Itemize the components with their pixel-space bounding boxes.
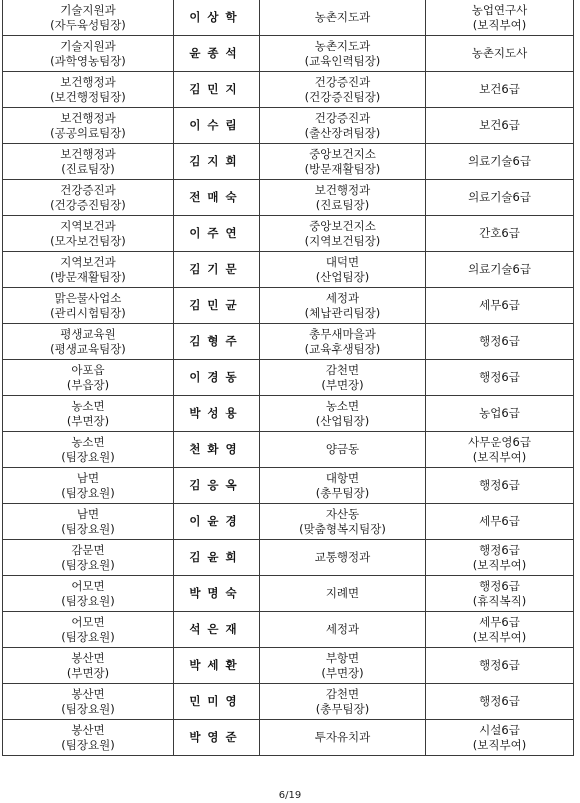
grade-cell [426, 648, 574, 684]
new-post-cell [260, 612, 426, 648]
previous-post-line: 어모면 [71, 578, 105, 593]
grade-line: 농업6급 [479, 406, 520, 420]
grade-cell [426, 612, 574, 648]
employee-name-cell: 이경동 [174, 360, 260, 396]
previous-post-line: 건강증진과 [60, 182, 116, 197]
new-post-line: 지례면 [325, 586, 360, 600]
page-number: 6/19 [278, 790, 302, 801]
employee-name-cell: 김민지 [174, 72, 260, 108]
previous-post-line: (공공의료팀장) [50, 125, 126, 140]
previous-post-line: (팀장요원) [61, 485, 115, 500]
previous-post-line: 보건행정과 [60, 110, 116, 125]
previous-post-line: 보건행정과 [60, 74, 116, 89]
new-post-cell [260, 684, 426, 720]
table-row [3, 684, 574, 720]
new-post-line: (맞춤형복지팀장) [299, 521, 386, 536]
employee-name-cell: 김응옥 [174, 468, 260, 504]
previous-post-line: 평생교육원 [60, 326, 116, 341]
employee-name-cell: 박명숙 [174, 576, 260, 612]
new-post-line: 감천면 [325, 686, 360, 701]
previous-post-line: (팀장요원) [61, 737, 115, 752]
previous-post-line: 남면 [76, 470, 100, 485]
employee-name-cell: 김윤희 [174, 540, 260, 576]
new-post-line: 대덕면 [325, 254, 360, 269]
grade-line: 세무6급 [479, 614, 520, 629]
new-post-cell [260, 504, 426, 540]
previous-post-cell [3, 648, 174, 684]
employee-name-cell: 박성용 [174, 396, 260, 432]
table-row [3, 468, 574, 504]
new-post-cell [260, 216, 426, 252]
previous-post-line: 지역보건과 [60, 254, 116, 269]
new-post-line: 보건행정과 [314, 182, 371, 197]
previous-post-cell [3, 612, 174, 648]
previous-post-cell [3, 720, 174, 756]
previous-post-cell [3, 288, 174, 324]
new-post-cell [260, 144, 426, 180]
employee-name-cell: 박세환 [174, 648, 260, 684]
grade-cell [426, 540, 574, 576]
employee-name-cell: 전매숙 [174, 180, 260, 216]
table-row [3, 108, 574, 144]
new-post-line: 투자유치과 [314, 730, 371, 744]
new-post-line: 교통행정과 [314, 550, 371, 564]
new-post-line: (지역보건팀장) [304, 233, 381, 248]
employee-name-cell: 석은재 [174, 612, 260, 648]
new-post-line: (건강증진팀장) [304, 89, 381, 104]
new-post-line: (부면장) [321, 665, 364, 680]
grade-line: 보건6급 [479, 82, 520, 96]
table-body [3, 0, 574, 756]
new-post-line: (산업팀장) [315, 413, 370, 428]
grade-cell [426, 360, 574, 396]
grade-line: (보직부여) [472, 17, 527, 32]
new-post-line: 농소면 [325, 398, 360, 413]
grade-cell [426, 36, 574, 72]
new-post-cell [260, 720, 426, 756]
previous-post-line: 기술지원과 [60, 38, 116, 53]
previous-post-cell [3, 360, 174, 396]
table-row [3, 720, 574, 756]
new-post-line: 세정과 [325, 622, 360, 636]
grade-cell [426, 720, 574, 756]
new-post-line: (산업팀장) [315, 269, 370, 284]
table-row [3, 252, 574, 288]
table-row [3, 540, 574, 576]
previous-post-line: (보건행정팀장) [50, 89, 126, 104]
previous-post-line: (팀장요원) [61, 449, 115, 464]
new-post-cell [260, 108, 426, 144]
table-row [3, 360, 574, 396]
previous-post-line: 남면 [76, 506, 100, 521]
table-row [3, 504, 574, 540]
previous-post-line: (과학영농팀장) [50, 53, 126, 68]
new-post-line: 농촌지도과 [314, 38, 371, 53]
new-post-line: (총무팀장) [315, 485, 370, 500]
grade-line: 보건6급 [479, 118, 520, 132]
new-post-line: 건강증진과 [314, 110, 371, 125]
table-row [3, 396, 574, 432]
previous-post-line: 농소면 [71, 398, 105, 413]
grade-line: 의료기술6급 [468, 262, 531, 276]
new-post-cell [260, 648, 426, 684]
grade-cell [426, 468, 574, 504]
grade-line: 행정6급 [479, 478, 520, 492]
employee-name-cell: 이주연 [174, 216, 260, 252]
previous-post-line: (건강증진팀장) [50, 197, 126, 212]
grade-line: 행정6급 [479, 694, 520, 708]
new-post-line: 자산동 [325, 506, 360, 521]
employee-name-cell: 천화영 [174, 432, 260, 468]
previous-post-cell [3, 72, 174, 108]
previous-post-line: 봉산면 [71, 650, 105, 665]
table-row [3, 432, 574, 468]
previous-post-line: (자두육성팀장) [50, 17, 126, 32]
new-post-cell [260, 0, 426, 36]
previous-post-cell [3, 540, 174, 576]
table-row [3, 612, 574, 648]
grade-line: 농촌지도사 [471, 46, 528, 60]
grade-line: 행정6급 [479, 578, 520, 593]
previous-post-line: (부면장) [66, 413, 110, 428]
previous-post-line: 봉산면 [71, 686, 105, 701]
grade-line: 의료기술6급 [468, 154, 531, 168]
grade-cell [426, 180, 574, 216]
grade-line: (보직부여) [472, 629, 527, 644]
grade-cell [426, 576, 574, 612]
grade-cell [426, 252, 574, 288]
new-post-line: (체납관리팀장) [304, 305, 381, 320]
grade-cell [426, 144, 574, 180]
grade-line: 행정6급 [479, 542, 520, 557]
grade-line: 세무6급 [479, 298, 520, 312]
new-post-line: (출산장려팀장) [304, 125, 381, 140]
previous-post-line: 아포읍 [71, 362, 105, 377]
table-row [3, 36, 574, 72]
table-row [3, 0, 574, 36]
grade-line: 시설6급 [479, 722, 520, 737]
grade-cell [426, 432, 574, 468]
previous-post-line: 어모면 [71, 614, 105, 629]
new-post-cell [260, 324, 426, 360]
new-post-cell [260, 576, 426, 612]
table-row [3, 648, 574, 684]
previous-post-line: 감문면 [71, 542, 105, 557]
employee-name-cell: 민미영 [174, 684, 260, 720]
previous-post-line: (모자보건팀장) [50, 233, 126, 248]
grade-line: (보직부여) [472, 737, 527, 752]
new-post-cell [260, 180, 426, 216]
grade-line: 사무운영6급 [468, 434, 531, 449]
grade-line: 행정6급 [479, 334, 520, 348]
new-post-line: (총무팀장) [315, 701, 370, 716]
previous-post-cell [3, 468, 174, 504]
employee-name-cell: 김형주 [174, 324, 260, 360]
new-post-line: 총무새마을과 [309, 326, 376, 341]
previous-post-cell [3, 252, 174, 288]
previous-post-line: (부읍장) [66, 377, 110, 392]
previous-post-line: 농소면 [71, 434, 105, 449]
new-post-line: (교육인력팀장) [304, 53, 381, 68]
new-post-line: 농촌지도과 [314, 10, 371, 24]
table-row [3, 144, 574, 180]
grade-line: 간호6급 [479, 226, 520, 240]
new-post-cell [260, 360, 426, 396]
table-row [3, 216, 574, 252]
grade-cell [426, 72, 574, 108]
previous-post-line: (팀장요원) [61, 629, 115, 644]
new-post-line: (교육후생팀장) [304, 341, 381, 356]
new-post-cell [260, 468, 426, 504]
table-row [3, 288, 574, 324]
new-post-line: 감천면 [325, 362, 360, 377]
table-row [3, 324, 574, 360]
grade-line: 세무6급 [479, 514, 520, 528]
employee-name-cell: 김지희 [174, 144, 260, 180]
employee-name-cell: 이수림 [174, 108, 260, 144]
grade-line: 의료기술6급 [468, 190, 531, 204]
employee-name-cell: 김기문 [174, 252, 260, 288]
grade-cell [426, 216, 574, 252]
previous-post-cell [3, 684, 174, 720]
grade-cell [426, 684, 574, 720]
employee-name-cell: 김민균 [174, 288, 260, 324]
grade-line: 행정6급 [479, 658, 520, 672]
grade-cell [426, 0, 574, 36]
new-post-line: 부항면 [325, 650, 360, 665]
previous-post-line: (팀장요원) [61, 557, 115, 572]
new-post-line: 대항면 [325, 470, 360, 485]
new-post-line: 양금동 [325, 442, 360, 456]
previous-post-cell [3, 504, 174, 540]
previous-post-line: (진료팀장) [61, 161, 115, 176]
grade-cell [426, 504, 574, 540]
new-post-line: (부면장) [321, 377, 364, 392]
new-post-line: 중앙보건지소 [309, 146, 376, 161]
new-post-cell [260, 432, 426, 468]
previous-post-line: 보건행정과 [60, 146, 116, 161]
previous-post-line: 맑은물사업소 [54, 290, 122, 305]
table-row [3, 576, 574, 612]
employee-name-cell: 박영준 [174, 720, 260, 756]
previous-post-cell [3, 180, 174, 216]
new-post-cell [260, 396, 426, 432]
grade-line: 농업연구사 [471, 2, 528, 17]
previous-post-line: 기술지원과 [60, 2, 116, 17]
new-post-cell [260, 72, 426, 108]
previous-post-cell [3, 0, 174, 36]
grade-line: 행정6급 [479, 370, 520, 384]
previous-post-line: 봉산면 [71, 722, 105, 737]
new-post-cell [260, 540, 426, 576]
employee-name-cell: 이윤경 [174, 504, 260, 540]
previous-post-line: (평생교육팀장) [50, 341, 126, 356]
previous-post-cell [3, 576, 174, 612]
new-post-cell [260, 288, 426, 324]
previous-post-cell [3, 216, 174, 252]
previous-post-cell [3, 108, 174, 144]
grade-cell [426, 324, 574, 360]
new-post-line: 중앙보건지소 [309, 218, 376, 233]
previous-post-line: (팀장요원) [61, 521, 115, 536]
grade-line: (보직부여) [472, 557, 527, 572]
new-post-cell [260, 252, 426, 288]
new-post-line: 세정과 [325, 290, 360, 305]
grade-cell [426, 288, 574, 324]
grade-cell [426, 396, 574, 432]
previous-post-line: (팀장요원) [61, 701, 115, 716]
table-row [3, 180, 574, 216]
grade-cell [426, 108, 574, 144]
previous-post-line: (팀장요원) [61, 593, 115, 608]
employee-name-cell: 이상학 [174, 0, 260, 36]
grade-line: (휴직복직) [472, 593, 527, 608]
previous-post-cell [3, 432, 174, 468]
new-post-cell [260, 36, 426, 72]
previous-post-line: (방문재활팀장) [50, 269, 126, 284]
grade-line: (보직부여) [472, 449, 527, 464]
personnel-transfer-table [2, 0, 574, 756]
previous-post-cell [3, 324, 174, 360]
previous-post-cell [3, 396, 174, 432]
previous-post-cell [3, 144, 174, 180]
new-post-line: 건강증진과 [314, 74, 371, 89]
previous-post-line: (관리시험팀장) [50, 305, 126, 320]
previous-post-line: 지역보건과 [60, 218, 116, 233]
employee-name-cell: 윤종석 [174, 36, 260, 72]
table-row [3, 72, 574, 108]
new-post-line: (방문재활팀장) [304, 161, 381, 176]
previous-post-line: (부면장) [66, 665, 110, 680]
previous-post-cell [3, 36, 174, 72]
new-post-line: (진료팀장) [315, 197, 370, 212]
